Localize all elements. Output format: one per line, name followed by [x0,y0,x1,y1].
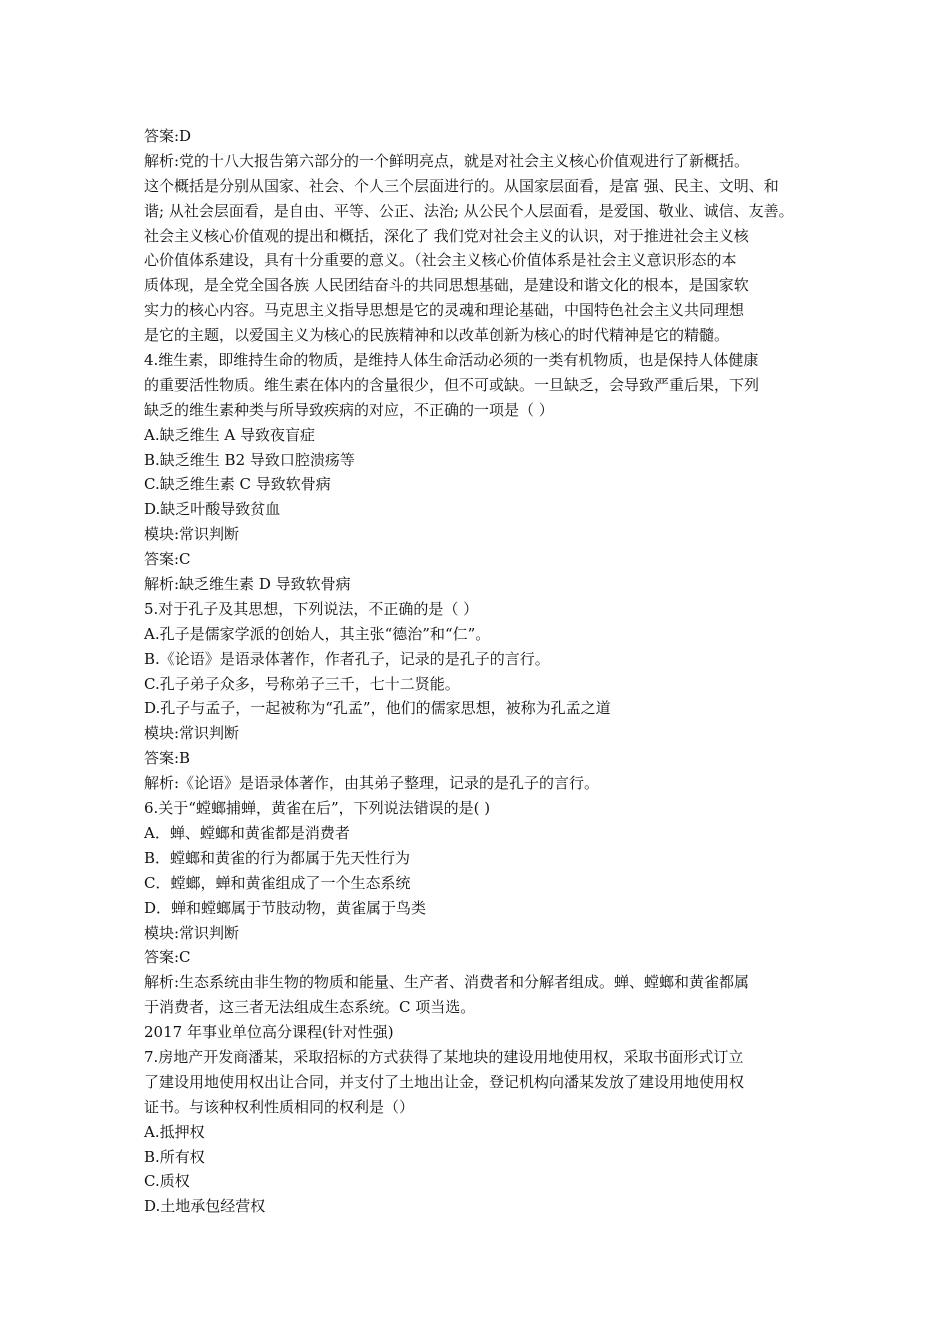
analysis-line: 解析:缺乏维生素 D 导致软骨病 [144,575,351,594]
answer-line: 答案:C [144,550,191,569]
analysis-line: 解析:生态系统由非生物的物质和能量、生产者、消费者和分解者组成。蝉、螳螂和黄雀都属 [144,973,750,992]
analysis-line: 于消费者，这三者无法组成生态系统。C 项当选。 [144,998,476,1017]
option-line: A．蝉、螳螂和黄雀都是消费者 [144,823,350,842]
question-line: 4.维生素，即维持生命的物质，是维持人体生命活动必须的一类有机物质，也是保持人体健康 [144,351,759,370]
course-note-line: 2017 年事业单位高分课程(针对性强) [144,1023,394,1042]
analysis-line: 是它的主题，以爱国主义为核心的民族精神和以改革创新为核心的时代精神是它的精髓。 [144,326,730,345]
option-line: C.孔子弟子众多，号称弟子三千，七十二贤能。 [144,674,460,693]
option-line: A.缺乏维生 A 导致夜盲症 [144,425,315,444]
question-line: 的重要活性物质。维生素在体内的含量很少，但不可或缺。一旦缺乏，会导致严重后果，下列 [144,375,760,394]
option-line: D.孔子与孟子，一起被称为“孔孟”，他们的儒家思想，被称为孔孟之道 [144,699,611,718]
question-line: 证书。与该种权利性质相同的权利是（） [144,1097,415,1116]
analysis-line: 谐; 从社会层面看，是自由、平等、公正、法治; 从公民个人层面看，是爱国、敬业、诚信、友善。 [144,201,794,220]
question-line: 缺乏的维生素种类与所导致疾病的对应，不正确的一项是（ ） [144,400,554,419]
analysis-line: 社会主义核心价值观的提出和概括，深化了 我们党对社会主义的认识，对于推进社会主义核 [144,226,749,245]
document-body [144,124,816,1219]
answer-line: 答案:D [144,127,192,145]
option-line: A.孔子是儒家学派的创始人，其主张“德治”和“仁”。 [144,624,491,643]
analysis-line: 解析:《论语》是语录体著作，由其弟子整理，记录的是孔子的言行。 [144,774,600,793]
question-line: 了建设用地使用权出让合同，并支付了土地出让金，登记机构向潘某发放了建设用地使用权 [144,1072,745,1091]
analysis-line: 解析:党的十八大报告第六部分的一个鲜明亮点，就是对社会主义核心价值观进行了新概括。 [144,151,750,170]
option-line: B．螳螂和黄雀的行为都属于先天性行为 [144,848,411,867]
question-line: 7.房地产开发商潘某，采取招标的方式获得了某地块的建设用地使用权，采取书面形式订立 [144,1047,744,1066]
module-line: 模块:常识判断 [144,525,240,544]
option-line: B.所有权 [144,1147,205,1166]
option-line: C.缺乏维生素 C 导致软骨病 [144,475,331,494]
module-line: 模块:常识判断 [144,724,240,743]
analysis-line: 心价值体系建设，具有十分重要的意义。（社会主义核心价值体系是社会主义意识形态的本 [144,251,737,270]
option-line: C．螳螂，蝉和黄雀组成了一个生态系统 [144,873,411,892]
option-line: D．蝉和螳螂属于节肢动物，黄雀属于鸟类 [144,898,427,917]
option-line: D.缺乏叶酸导致贫血 [144,500,281,519]
analysis-line: 质体现，是全党全国各族 人民团结奋斗的共同思想基础，是建设和谐文化的根本，是国家软 [144,276,749,295]
option-line: D.土地承包经营权 [144,1197,266,1216]
analysis-line: 这个概括是分别从国家、社会、个人三个层面进行的。从国家层面看，是富 强、民主、文明、和 [144,176,779,195]
question-line: 6.关于“螳螂捕蝉，黄雀在后”，下列说法错误的是( ) [144,799,491,818]
question-line: 5.对于孔子及其思想，下列说法，不正确的是（ ） [144,599,479,618]
option-line: B.《论语》是语录体著作，作者孔子，记录的是孔子的言行。 [144,649,550,668]
analysis-line: 实力的核心内容。马克思主义指导思想是它的灵魂和理论基础，中国特色社会主义共同理想 [144,301,745,320]
module-line: 模块:常识判断 [144,923,240,942]
option-line: C.质权 [144,1172,190,1191]
option-line: A.抵押权 [144,1122,205,1141]
answer-line: 答案:C [144,948,191,967]
option-line: B.缺乏维生 B2 导致口腔溃疡等 [144,450,355,469]
answer-line: 答案:B [144,749,191,768]
